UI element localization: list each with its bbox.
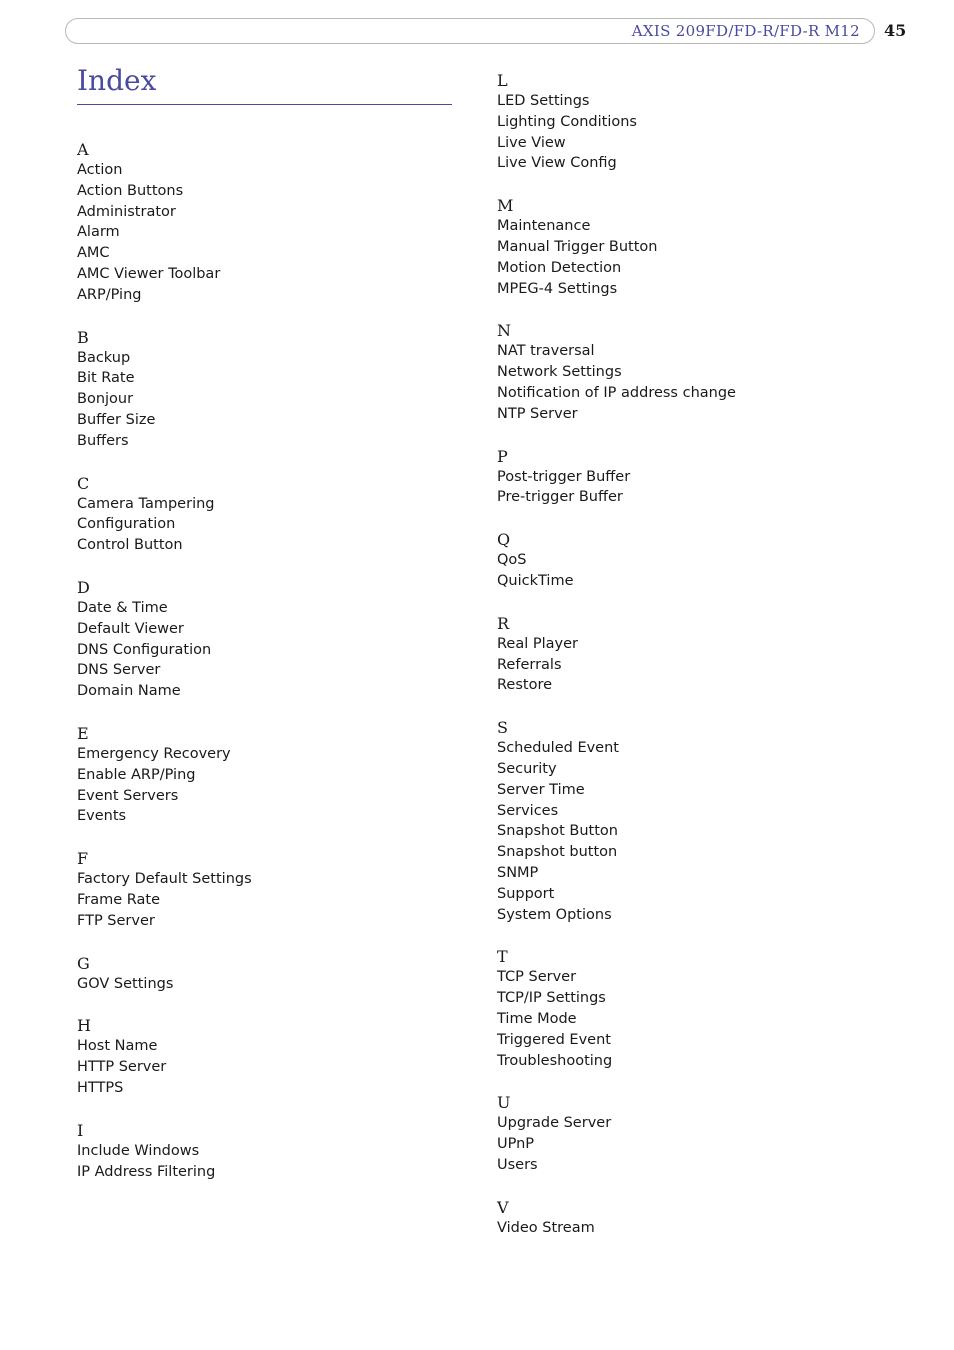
index-entry: Backup — [77, 349, 131, 366]
index-section-v — [497, 1198, 917, 1239]
index-section-m — [497, 196, 917, 299]
index-entry: Event Servers — [77, 787, 179, 804]
document-title: AXIS 209FD/FD-R/FD-R M12 — [631, 22, 860, 40]
index-entry: Pre-trigger Buffer — [497, 489, 623, 506]
index-entry: Server Time — [497, 781, 585, 798]
index-entry: Scheduled Event — [497, 740, 619, 757]
index-entry: FTP Server — [77, 912, 155, 929]
index-section-r — [497, 614, 917, 696]
index-entry: Services — [497, 802, 559, 819]
index-entry: ARP/Ping — [77, 286, 142, 303]
index-entry: Support — [497, 885, 555, 902]
index-entry: AMC — [77, 245, 110, 262]
index-section-c — [77, 474, 457, 556]
index-entry: DNS Server — [77, 662, 161, 679]
section-letter: N — [497, 321, 511, 341]
index-entry: Domain Name — [77, 683, 181, 700]
index-entry: Bit Rate — [77, 370, 135, 387]
index-entry: Time Mode — [497, 1010, 577, 1027]
index-entry: Bonjour — [77, 391, 134, 408]
index-entry: Maintenance — [497, 218, 591, 235]
section-letter: Q — [497, 530, 511, 550]
index-entry: DNS Configuration — [77, 641, 212, 658]
index-entry: Configuration — [77, 516, 176, 533]
section-letter: L — [497, 71, 508, 90]
index-section-s — [497, 718, 917, 925]
index-section-n — [497, 321, 917, 424]
index-entry: Users — [497, 1156, 538, 1173]
index-entry: AMC Viewer Toolbar — [77, 265, 221, 282]
page-number: 45 — [884, 21, 907, 40]
index-entry: System Options — [497, 906, 612, 923]
section-letter: A — [77, 140, 89, 159]
index-entry: Host Name — [77, 1038, 158, 1055]
index-entry: HTTPS — [77, 1079, 124, 1096]
index-entry: NTP Server — [497, 405, 578, 422]
index-entry: Troubleshooting — [497, 1052, 613, 1069]
index-entry: LED Settings — [497, 93, 590, 109]
index-entry: Administrator — [77, 203, 176, 220]
index-entry: Events — [77, 808, 127, 825]
section-letter: S — [497, 718, 508, 738]
index-section-q — [497, 530, 917, 592]
index-entry: SNMP — [497, 864, 539, 881]
index-entry: Action — [77, 162, 123, 178]
index-entry: TCP Server — [497, 969, 577, 986]
index-entry: Triggered Event — [497, 1031, 611, 1048]
index-entry: Include Windows — [77, 1142, 200, 1159]
section-letter: U — [497, 1093, 511, 1113]
index-entry: Referrals — [497, 656, 562, 673]
index-section-a — [77, 140, 457, 306]
index-entry: Video Stream — [497, 1219, 595, 1236]
index-entry: HTTP Server — [77, 1059, 167, 1076]
index-entry: Security — [497, 760, 557, 777]
section-letter: D — [77, 577, 90, 597]
index-entry: GOV Settings — [77, 975, 174, 992]
index-section-l — [497, 71, 917, 174]
index-entry: Live View — [497, 134, 566, 151]
index-entry: UPnP — [497, 1136, 535, 1153]
section-letter: I — [77, 1120, 84, 1140]
index-entry: Buffer Size — [77, 411, 156, 428]
index-column-left — [77, 140, 457, 1204]
index-section-d — [77, 578, 457, 702]
header-bar — [65, 18, 875, 44]
section-letter: F — [77, 849, 89, 869]
index-entry: Snapshot button — [497, 844, 618, 861]
index-section-i — [77, 1121, 457, 1183]
section-letter: T — [497, 947, 508, 967]
index-entry: Upgrade Server — [497, 1115, 612, 1132]
page-title: Index — [77, 64, 157, 97]
index-entry: Manual Trigger Button — [497, 238, 658, 255]
index-entry: Lighting Conditions — [497, 113, 637, 130]
index-section-t — [497, 947, 917, 1071]
section-letter: M — [497, 196, 514, 216]
index-entry: Alarm — [77, 224, 120, 241]
index-entry: Action Buttons — [77, 182, 184, 199]
index-entry: QuickTime — [497, 572, 574, 589]
index-section-f — [77, 849, 457, 931]
index-entry: Default Viewer — [77, 620, 184, 637]
index-entry: Snapshot Button — [497, 823, 618, 840]
index-entry: Camera Tampering — [77, 495, 215, 512]
section-letter: R — [497, 613, 510, 633]
index-entry: Post-trigger Buffer — [497, 468, 631, 485]
section-letter: V — [497, 1197, 509, 1217]
index-section-g — [77, 954, 457, 995]
index-section-b — [77, 328, 457, 452]
index-column-right — [497, 71, 917, 1260]
index-entry: IP Address Filtering — [77, 1163, 216, 1180]
section-letter: B — [77, 327, 89, 347]
index-entry: Real Player — [497, 635, 578, 652]
section-letter: H — [77, 1016, 91, 1036]
section-letter: E — [77, 723, 89, 743]
index-section-h — [77, 1016, 457, 1098]
section-letter: P — [497, 446, 508, 466]
index-entry: Notification of IP address change — [497, 384, 736, 401]
index-section-e — [77, 724, 457, 827]
index-entry: Factory Default Settings — [77, 871, 252, 888]
index-entry: Frame Rate — [77, 891, 161, 908]
index-entry: Enable ARP/Ping — [77, 766, 196, 783]
index-section-p — [497, 447, 917, 509]
index-entry: Buffers — [77, 432, 129, 449]
title-underline — [77, 104, 452, 105]
index-entry: Network Settings — [497, 364, 622, 381]
index-section-u — [497, 1093, 917, 1175]
index-entry: Live View Config — [497, 155, 617, 172]
index-entry: Date & Time — [77, 599, 168, 616]
index-entry: NAT traversal — [497, 343, 595, 360]
index-entry: MPEG-4 Settings — [497, 280, 618, 297]
index-entry: Emergency Recovery — [77, 745, 231, 762]
index-entry: QoS — [497, 552, 527, 569]
index-entry: TCP/IP Settings — [497, 990, 606, 1007]
section-letter: G — [77, 953, 90, 973]
index-entry: Restore — [497, 677, 553, 694]
index-entry: Control Button — [77, 537, 183, 554]
index-entry: Motion Detection — [497, 259, 622, 276]
section-letter: C — [77, 473, 90, 493]
